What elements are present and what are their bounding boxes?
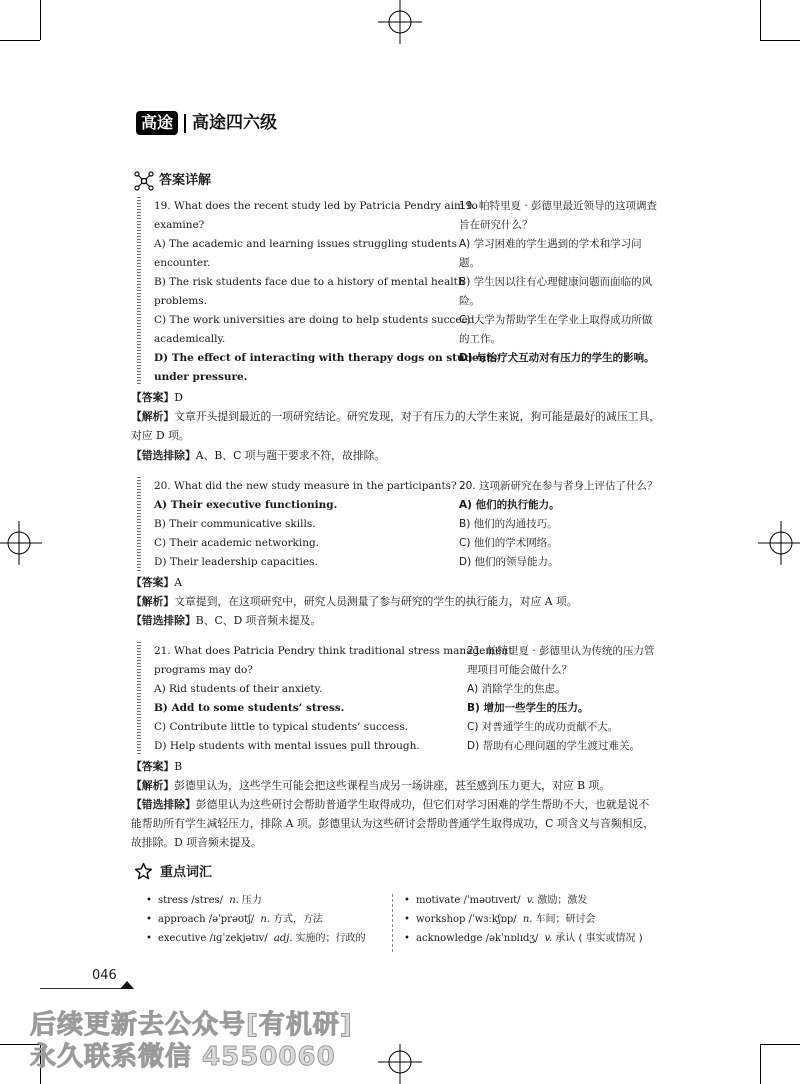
question-option-line: 19. What does the recent study led by Patricia Pendry aim to <box>154 200 478 212</box>
vocab-word: workshop /ˈwɜːkʃɒp/ <box>416 914 517 925</box>
question-option-line: problems. <box>154 295 208 307</box>
vocab-meaning: 实施的；行政的 <box>295 933 366 944</box>
question-20-english <box>154 477 457 572</box>
question-option-zh-line: 理项目可能会做什么？ <box>467 664 572 676</box>
vocab-pos: v. <box>544 933 553 944</box>
vocab-pos: n. <box>522 914 533 925</box>
question-21-chinese <box>467 642 677 756</box>
vocab-meaning: 激励；激发 <box>537 895 588 906</box>
question-option-line: programs may do? <box>154 664 253 676</box>
question-option-line: encounter. <box>154 257 211 269</box>
question-option-line: A) Rid students of their anxiety. <box>154 683 323 695</box>
vocab-item <box>404 910 643 929</box>
question-option-zh-line: D) 帮助有心理问题的学生渡过难关。 <box>467 740 641 752</box>
footer-triangle-icon <box>120 980 134 990</box>
question-option-line: academically. <box>154 333 226 345</box>
question-option-line: B) Their communicative skills. <box>154 518 316 530</box>
question-21-english <box>154 642 513 756</box>
vocab-word: motivate /ˈməʊtɪveɪt/ <box>416 895 521 906</box>
answer-21: 【答案】B <box>131 760 183 773</box>
registration-mark-top <box>375 0 425 50</box>
star-outline-icon <box>134 862 153 881</box>
analysis-19: 【解析】文章开头提到最近的一项研究结论。研究发现，对于有压力的大学生来说，狗可能是最好的减压工具， 对应 D 项。 <box>131 410 661 442</box>
question-option-line: B) The risk students face due to a history of mental health <box>154 276 465 288</box>
question-option-line: under pressure. <box>154 371 248 383</box>
vocab-item <box>146 929 366 948</box>
question-option-line: 20. What did the new study measure in the participants? <box>154 480 457 492</box>
question-19-chinese <box>459 197 674 368</box>
header-title: 高途四六级 <box>192 113 277 133</box>
registration-mark-bottom <box>375 1040 425 1084</box>
vocab-item <box>146 891 366 910</box>
question-option-line: D) The effect of interacting with therapy dogs on students <box>154 352 498 364</box>
question-option-line: D) Help students with mental issues pull through. <box>154 740 420 752</box>
question-20-chinese <box>459 477 674 572</box>
question-option-zh-line: D) 他们的领导能力。 <box>459 556 559 568</box>
vocab-pos: v. <box>526 895 535 906</box>
question-option-zh-line: B) 学生因以往有心理健康问题而面临的风 <box>459 276 653 288</box>
question-option-line: C) Contribute little to typical students’ success. <box>154 721 409 733</box>
question-option-line: 21. What does Patricia Pendry think traditional stress management <box>154 645 513 657</box>
question-option-zh-line: 的工作。 <box>459 333 501 345</box>
vocab-meaning: 承认 ( 事实或情况 ) <box>555 933 643 944</box>
analysis-20: 【解析】文章提到，在这项研究中，研究人员测量了参与研究的学生的执行能力，对应 A 项。 <box>131 595 578 608</box>
vocab-item <box>404 891 643 910</box>
header-divider <box>184 114 186 133</box>
vocab-list-right <box>404 891 643 948</box>
exclusion-21: 【错选排除】彭德里认为这些研讨会帮助普通学生取得成功，但它们对学习困难的学生帮助不大，也就是说不 能帮助所有学生减轻压力，排除 A 项。彭德里认为这些研讨会帮助普通学生取得成功，C 项含义与音频相反， 故排除。D 项音频未提及。 <box>131 798 655 849</box>
answer-19: 【答案】D <box>131 391 183 404</box>
vocab-item <box>146 910 366 929</box>
exclusion-20: 【错选排除】B、C、D 项音频未提及。 <box>131 614 322 627</box>
question-option-line: B) Add to some students’ stress. <box>154 702 345 714</box>
question-option-zh-line: 20. 这项新研究在参与者身上评估了什么？ <box>459 480 658 492</box>
watermark-line-1: 后续更新去公众号[有机研] <box>30 1010 353 1040</box>
question-option-line: examine? <box>154 219 205 231</box>
vocab-word: approach /əˈprəʊtʃ/ <box>158 914 255 925</box>
question-option-zh-line: A) 消除学生的焦虑。 <box>467 683 566 695</box>
vocab-word: executive /ɪɡˈzekjətɪv/ <box>158 933 268 944</box>
question-option-zh-line: 21. 帕特里夏 · 彭德里认为传统的压力管 <box>467 645 655 657</box>
question-option-line: A) Their executive functioning. <box>154 499 338 511</box>
question-option-zh-line: C) 对普通学生的成功贡献不大。 <box>467 721 619 733</box>
vocab-pos: n. <box>229 895 239 906</box>
question-option-line: C) The work universities are doing to help students succeed <box>154 314 475 326</box>
question-option-zh-line: C) 大学为帮助学生在学业上取得成功所做 <box>459 314 653 326</box>
footer-rule <box>40 988 122 989</box>
answer-20: 【答案】A <box>131 576 182 589</box>
vocab-item <box>404 929 643 948</box>
watermark-line-2: 永久联系微信 4550060 <box>30 1042 336 1072</box>
vocab-word: stress /stres/ <box>158 895 224 906</box>
network-icon <box>134 171 154 191</box>
question-option-zh-line: 题。 <box>459 257 480 269</box>
header-logo: 高途 <box>136 111 178 135</box>
vocab-meaning: 方式，方法 <box>273 914 323 925</box>
question-option-zh-line: C) 他们的学术网络。 <box>459 537 558 549</box>
vocab-meaning: 车间；研讨会 <box>535 914 596 925</box>
vocab-pos: adj. <box>273 933 293 944</box>
question-option-zh-line: 19. 帕特里夏 · 彭德里最近领导的这项调查 <box>459 200 658 212</box>
question-option-line: C) Their academic networking. <box>154 537 320 549</box>
question-option-zh-line: 旨在研究什么？ <box>459 219 533 231</box>
page-number: 046 <box>92 968 117 983</box>
question-option-zh-line: 险。 <box>459 295 480 307</box>
registration-mark-left <box>0 518 44 568</box>
question-option-line: D) Their leadership capacities. <box>154 556 318 568</box>
analysis-21: 【解析】彭德里认为，这些学生可能会把这些课程当成另一场讲座，甚至感到压力更大，对应 B 项。 <box>131 779 611 792</box>
question-option-zh-line: B) 他们的沟通技巧。 <box>459 518 558 530</box>
question-20-bar <box>137 477 141 572</box>
question-option-zh-line: A) 他们的执行能力。 <box>459 499 560 511</box>
section-title-vocab: 重点词汇 <box>160 865 213 880</box>
question-option-zh-line: D) 与治疗犬互动对有压力的学生的影响。 <box>459 352 655 364</box>
question-21-bar <box>137 642 141 756</box>
vocab-divider <box>392 894 393 952</box>
vocab-pos: n. <box>260 914 270 925</box>
question-option-zh-line: B) 增加一些学生的压力。 <box>467 702 589 714</box>
question-19-bar <box>137 197 141 386</box>
section-title-answers: 答案详解 <box>159 173 212 188</box>
exclusion-19: 【错选排除】A、B、C 项与题干要求不符，故排除。 <box>131 449 386 462</box>
question-option-line: A) The academic and learning issues struggling students <box>154 238 457 250</box>
question-option-zh-line: A) 学习困难的学生遇到的学术和学习问 <box>459 238 642 250</box>
vocab-word: acknowledge /əkˈnɒlɪdʒ/ <box>416 933 539 944</box>
registration-mark-right <box>756 518 800 568</box>
vocab-meaning: 压力 <box>241 895 262 906</box>
vocab-list-left <box>146 891 366 948</box>
